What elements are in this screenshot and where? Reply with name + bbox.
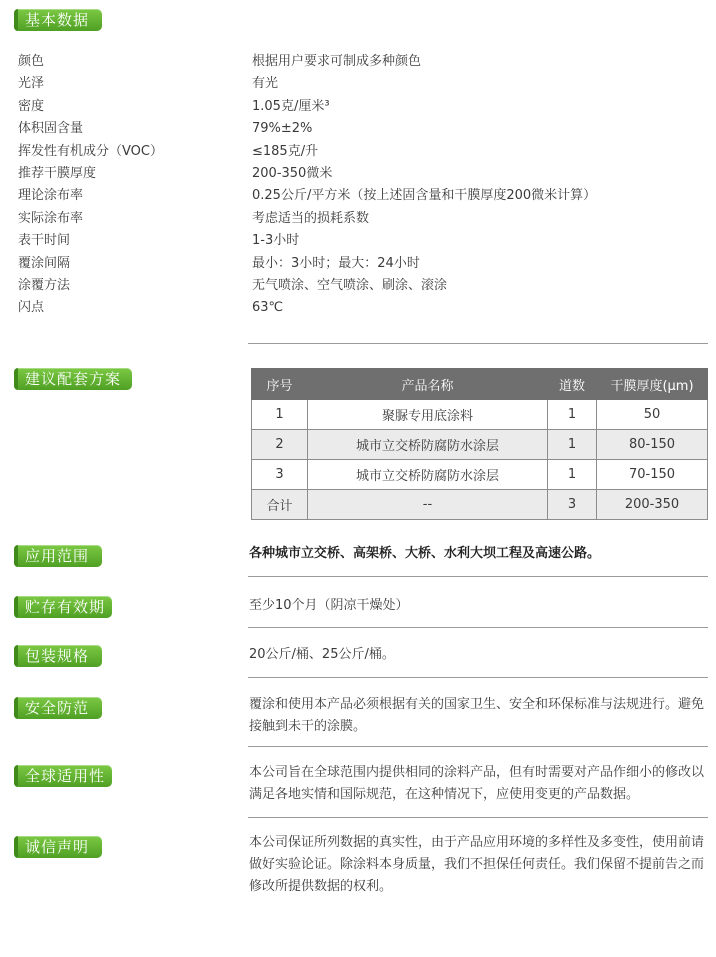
property-value: 79%±2% bbox=[252, 121, 313, 137]
section-title: 建议配套方案 bbox=[25, 370, 122, 388]
section-title: 全球适用性 bbox=[25, 767, 106, 785]
property-list bbox=[18, 51, 658, 320]
section-title: 应用范围 bbox=[25, 547, 90, 565]
property-row bbox=[18, 275, 658, 297]
property-key: 理论涂布率 bbox=[18, 188, 84, 204]
section-badge-honesty bbox=[14, 836, 102, 858]
property-row bbox=[18, 185, 658, 207]
section-title: 诚信声明 bbox=[25, 838, 90, 856]
section-badge-shelf bbox=[14, 596, 112, 618]
table-cell: 聚脲专用底涂料 bbox=[308, 400, 548, 430]
table-row bbox=[252, 400, 708, 430]
table-cell: -- bbox=[308, 490, 548, 520]
packaging-text: 20公斤/桶、25公斤/桶。 bbox=[249, 647, 395, 662]
property-key: 实际涂布率 bbox=[18, 210, 84, 226]
property-row bbox=[18, 96, 658, 118]
property-row bbox=[18, 163, 658, 185]
property-key: 涂覆方法 bbox=[18, 277, 71, 293]
section-title: 贮存有效期 bbox=[25, 598, 106, 616]
table-cell: 1 bbox=[252, 400, 308, 430]
property-row bbox=[18, 230, 658, 252]
table-cell: 1 bbox=[548, 400, 597, 430]
property-row bbox=[18, 297, 658, 319]
property-value: 200-350微米 bbox=[252, 165, 333, 181]
table-cell: 合计 bbox=[252, 490, 308, 520]
table-row bbox=[252, 460, 708, 490]
section-badge-pack bbox=[14, 645, 102, 667]
section-badge-global bbox=[14, 765, 112, 787]
table-cell: 50 bbox=[597, 400, 708, 430]
table-cell: 城市立交桥防腐防水涂层 bbox=[308, 430, 548, 460]
column-header: 序号 bbox=[252, 369, 308, 400]
global-text: 本公司旨在全球范围内提供相同的涂料产品，但有时需要对产品作细小的修改以满足各地实情和国际规范，在这种情况下，应使用变更的产品数据。 bbox=[249, 765, 705, 802]
safety-text: 覆涂和使用本产品必须根据有关的国家卫生、安全和环保标准与法规进行。避免接触到未干的涂膜。 bbox=[249, 697, 705, 734]
property-key: 闪点 bbox=[18, 300, 45, 316]
property-row bbox=[18, 51, 658, 73]
property-key: 推荐干膜厚度 bbox=[18, 165, 97, 181]
table-row bbox=[252, 490, 708, 520]
section-badge-safety bbox=[14, 697, 102, 719]
section-title: 包装规格 bbox=[25, 647, 90, 665]
shelf-life-text: 至少10个月（阴凉干燥处） bbox=[249, 598, 409, 613]
divider bbox=[248, 817, 708, 818]
table-row bbox=[252, 430, 708, 460]
property-value: 有光 bbox=[252, 76, 279, 92]
table-cell: 城市立交桥防腐防水涂层 bbox=[308, 460, 548, 490]
property-value: 0.25公斤/平方米（按上述固含量和干膜厚度200微米计算） bbox=[252, 188, 597, 204]
combo-table bbox=[251, 368, 708, 520]
property-value: 最小：3小时；最大：24小时 bbox=[252, 255, 420, 271]
divider bbox=[248, 576, 708, 577]
property-row bbox=[18, 208, 658, 230]
section-title: 安全防范 bbox=[25, 699, 90, 717]
divider bbox=[248, 627, 708, 628]
table-cell: 3 bbox=[548, 490, 597, 520]
property-row bbox=[18, 253, 658, 275]
section-badge-basic bbox=[14, 9, 102, 31]
property-key: 覆涂间隔 bbox=[18, 255, 71, 271]
column-header: 道数 bbox=[548, 369, 597, 400]
property-key: 光泽 bbox=[18, 76, 45, 92]
table-cell: 2 bbox=[252, 430, 308, 460]
property-value: 根据用户要求可制成多种颜色 bbox=[252, 54, 422, 69]
property-value: ≤185克/升 bbox=[252, 143, 319, 159]
property-key: 体积固含量 bbox=[18, 121, 84, 137]
column-header: 干膜厚度(μm) bbox=[597, 369, 708, 400]
property-key: 表干时间 bbox=[18, 233, 71, 249]
property-key: 挥发性有机成分（VOC） bbox=[18, 143, 163, 159]
property-value: 考虑适当的损耗系数 bbox=[252, 210, 370, 226]
property-key: 颜色 bbox=[18, 54, 45, 69]
divider bbox=[248, 746, 708, 747]
section-badge-combo bbox=[14, 368, 132, 390]
column-header: 产品名称 bbox=[308, 369, 548, 400]
property-row bbox=[18, 141, 658, 163]
property-value: 63℃ bbox=[252, 300, 284, 316]
table-cell: 1 bbox=[548, 430, 597, 460]
property-row bbox=[18, 118, 658, 140]
honesty-text: 本公司保证所列数据的真实性，由于产品应用环境的多样性及多变性，使用前请做好实验论证。除涂料本身质量，我们不担保任何责任。我们保留不提前告之而修改所提供数据的权利。 bbox=[249, 835, 705, 894]
table-cell: 200-350 bbox=[597, 490, 708, 520]
table-cell: 3 bbox=[252, 460, 308, 490]
table-cell: 70-150 bbox=[597, 460, 708, 490]
property-value: 无气喷涂、空气喷涂、刷涂、滚涂 bbox=[252, 277, 448, 293]
property-value: 1-3小时 bbox=[252, 233, 300, 249]
property-key: 密度 bbox=[18, 98, 45, 114]
property-value: 1.05克/厘米³ bbox=[252, 98, 330, 114]
scope-text: 各种城市立交桥、高架桥、大桥、水利大坝工程及高速公路。 bbox=[249, 546, 601, 561]
section-badge-scope bbox=[14, 545, 102, 567]
table-cell: 1 bbox=[548, 460, 597, 490]
section-title: 基本数据 bbox=[25, 11, 90, 29]
table-header-row bbox=[252, 369, 708, 400]
property-row bbox=[18, 73, 658, 95]
table-cell: 80-150 bbox=[597, 430, 708, 460]
divider bbox=[248, 677, 708, 678]
divider bbox=[248, 343, 708, 344]
